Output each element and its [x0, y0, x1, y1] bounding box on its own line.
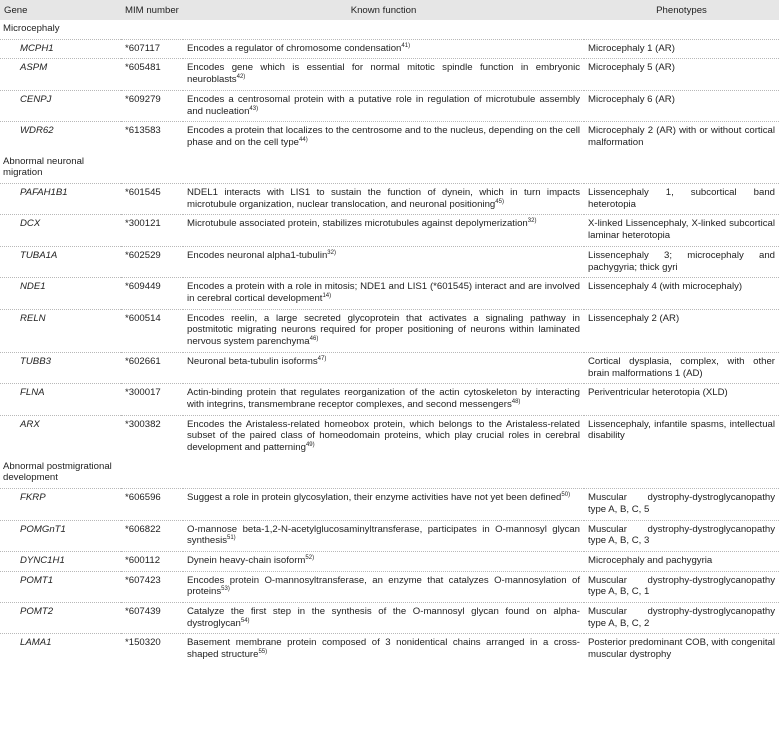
- mim-cell: *607439: [121, 603, 183, 634]
- table-row: [0, 39, 779, 59]
- gene-cell: ASPM: [0, 59, 121, 90]
- table-row: [0, 59, 779, 90]
- function-cell: [183, 215, 584, 246]
- function-cell: [183, 59, 584, 90]
- function-text: Encodes a centrosomal protein with a putative role in regulation of microtubule assembly and nucleation: [187, 93, 580, 117]
- phenotype-cell: Periventricular heterotopia (XLD): [584, 384, 779, 415]
- gene-cell: CENPJ: [0, 90, 121, 121]
- gene-cell: POMT1: [0, 571, 121, 602]
- function-text: Suggest a role in protein glycosylation, their enzyme activities have not yet been defined: [187, 492, 562, 504]
- reference-superscript: 42): [236, 73, 246, 80]
- function-text: Dynein heavy-chain isoform: [187, 554, 306, 566]
- phenotype-cell: Muscular dystrophy-dystroglycanopathy type A, B, C, 3: [584, 520, 779, 551]
- table-row: [0, 520, 779, 551]
- function-text: O-mannose beta-1,2-N-acetylglucosaminyltransferase, participates in O-mannosyl glycan synthesis: [187, 523, 580, 547]
- reference-superscript: 44): [299, 136, 308, 143]
- table-row: [0, 384, 779, 415]
- function-text: Encodes neuronal alpha1-tubulin: [187, 249, 328, 261]
- function-cell: [183, 39, 584, 59]
- function-cell: [183, 489, 584, 520]
- phenotype-cell: Posterior predominant COB, with congenital muscular dystrophy: [584, 634, 779, 665]
- function-text: Encodes protein O-mannosyltransferase, an enzyme that catalyzes O-mannosylation of proteins: [187, 574, 580, 598]
- gene-cell: POMGnT1: [0, 520, 121, 551]
- mim-cell: *150320: [121, 634, 183, 665]
- phenotype-cell: Lissencephaly 4 (with microcephaly): [584, 278, 779, 309]
- empty-cell: [121, 20, 183, 39]
- reference-superscript: 55): [258, 648, 268, 655]
- empty-cell: [121, 153, 183, 184]
- table-row: [0, 246, 779, 277]
- function-text: Neuronal beta-tubulin isoforms: [187, 355, 318, 367]
- mim-cell: *609279: [121, 90, 183, 121]
- phenotype-cell: Microcephaly 1 (AR): [584, 39, 779, 59]
- function-text: NDEL1 interacts with LIS1 to sustain the function of dynein, which in turn impacts microtubule organization, nuclear translocation, and neuronal positioning: [187, 187, 580, 210]
- reference-superscript: 41): [401, 42, 411, 49]
- function-text: Encodes a protein with a role in mitosis; NDE1 and LIS1 (*601545) interact and are involved in cerebral cortical development: [187, 281, 580, 304]
- empty-cell: [183, 153, 584, 184]
- gene-cell: POMT2: [0, 603, 121, 634]
- gene-cell: FLNA: [0, 384, 121, 415]
- empty-cell: [584, 153, 779, 184]
- function-text: Catalyze the first step in the synthesis of the O-mannosyl glycan found on alpha-dystroglycan: [187, 606, 580, 629]
- phenotype-cell: Microcephaly 5 (AR): [584, 59, 779, 90]
- gene-cell: TUBA1A: [0, 246, 121, 277]
- reference-superscript: 43): [249, 105, 259, 112]
- mim-cell: *613583: [121, 122, 183, 153]
- table-row: [0, 603, 779, 634]
- table-row: [0, 571, 779, 602]
- table-row: [0, 215, 779, 246]
- mim-cell: *300017: [121, 384, 183, 415]
- mim-cell: *600112: [121, 551, 183, 571]
- gene-cell: PAFAH1B1: [0, 184, 121, 215]
- reference-superscript: 53): [221, 586, 230, 593]
- phenotype-cell: Lissencephaly 1, subcortical band heterotopia: [584, 184, 779, 215]
- phenotype-cell: Lissencephaly 3; microcephaly and pachygyria; thick gyri: [584, 246, 779, 277]
- phenotype-cell: Lissencephaly, infantile spasms, intellectual disability: [584, 415, 779, 458]
- phenotype-cell: X-linked Lissencephaly, X-linked subcortical laminar heterotopia: [584, 215, 779, 246]
- reference-superscript: 49): [305, 441, 315, 448]
- gene-cell: MCPH1: [0, 39, 121, 59]
- mim-cell: *602661: [121, 352, 183, 383]
- phenotype-cell: Microcephaly and pachygyria: [584, 551, 779, 571]
- mim-cell: *300121: [121, 215, 183, 246]
- reference-superscript: 47): [317, 355, 327, 362]
- mim-cell: *300382: [121, 415, 183, 458]
- mim-cell: *606596: [121, 489, 183, 520]
- phenotype-cell: Muscular dystrophy-dystroglycanopathy type A, B, C, 5: [584, 489, 779, 520]
- table-body: [0, 20, 779, 665]
- gene-cell: RELN: [0, 309, 121, 352]
- reference-superscript: 14): [322, 292, 332, 299]
- gene-cell: DYNC1H1: [0, 551, 121, 571]
- function-cell: [183, 122, 584, 153]
- table-row: [0, 634, 779, 665]
- function-cell: [183, 278, 584, 309]
- table-row: [0, 122, 779, 153]
- function-cell: [183, 603, 584, 634]
- mim-cell: *606822: [121, 520, 183, 551]
- table-row: [0, 352, 779, 383]
- mim-cell: *602529: [121, 246, 183, 277]
- function-text: Encodes a protein that localizes to the centrosome and to the nucleus, depending on the cell phase and on the cell type: [187, 125, 580, 148]
- mim-cell: *607423: [121, 571, 183, 602]
- function-cell: [183, 634, 584, 665]
- gene-cell: TUBB3: [0, 352, 121, 383]
- function-cell: [183, 551, 584, 571]
- mim-cell: *601545: [121, 184, 183, 215]
- mim-cell: *609449: [121, 278, 183, 309]
- section-row: [0, 458, 779, 489]
- phenotype-cell: Muscular dystrophy-dystroglycanopathy type A, B, C, 2: [584, 603, 779, 634]
- empty-cell: [183, 458, 584, 489]
- section-title: Abnormal postmigrational development: [3, 460, 112, 484]
- mim-cell: *607117: [121, 39, 183, 59]
- table-row: [0, 551, 779, 571]
- phenotype-cell: Microcephaly 2 (AR) with or without cortical malformation: [584, 122, 779, 153]
- table-row: [0, 309, 779, 352]
- gene-cell: NDE1: [0, 278, 121, 309]
- table-row: [0, 278, 779, 309]
- reference-superscript: 45): [495, 198, 504, 205]
- phenotype-cell: Muscular dystrophy-dystroglycanopathy type A, B, C, 1: [584, 571, 779, 602]
- header-function: Known function: [350, 5, 417, 16]
- phenotype-cell: Lissencephaly 2 (AR): [584, 309, 779, 352]
- header-mim: MIM number: [125, 5, 179, 16]
- reference-superscript: 48): [511, 398, 521, 405]
- reference-superscript: 50): [561, 491, 571, 498]
- function-text: Encodes gene which is essential for normal mitotic spindle function in embryonic neuroblasts: [187, 62, 580, 86]
- reference-superscript: 46): [309, 335, 319, 342]
- gene-cell: FKRP: [0, 489, 121, 520]
- table-row: [0, 184, 779, 215]
- function-text: Actin-binding protein that regulates reorganization of the actin cytoskeleton by interacting with integrins, transmembrane receptor complexes, and second messengers: [187, 387, 580, 410]
- gene-cell: ARX: [0, 415, 121, 458]
- function-cell: [183, 352, 584, 383]
- function-text: Encodes the Aristaless-related homeobox protein, which belongs to the Aristaless-related subset of the paired class of homeodomain proteins, which play crucial roles in cerebral development and patterning: [187, 418, 580, 454]
- function-cell: [183, 415, 584, 458]
- header-gene: Gene: [4, 5, 28, 16]
- function-cell: [183, 90, 584, 121]
- empty-cell: [183, 20, 584, 39]
- reference-superscript: 52): [305, 554, 315, 561]
- gene-cell: DCX: [0, 215, 121, 246]
- section-title: Microcephaly: [3, 23, 60, 35]
- reference-superscript: 32): [527, 218, 537, 225]
- function-cell: [183, 520, 584, 551]
- function-cell: [183, 571, 584, 602]
- function-cell: [183, 309, 584, 352]
- function-cell: [183, 184, 584, 215]
- section-row: [0, 20, 779, 39]
- function-cell: [183, 384, 584, 415]
- phenotype-cell: Microcephaly 6 (AR): [584, 90, 779, 121]
- function-text: Encodes a regulator of chromosome condensation: [187, 42, 402, 54]
- mim-cell: *605481: [121, 59, 183, 90]
- empty-cell: [121, 458, 183, 489]
- empty-cell: [584, 458, 779, 489]
- section-row: [0, 153, 779, 184]
- reference-superscript: 32): [327, 249, 336, 256]
- function-cell: [183, 246, 584, 277]
- function-text: Microtubule associated protein, stabilizes microtubules against depolymerization: [187, 218, 528, 230]
- table-header-row: [0, 0, 779, 20]
- phenotype-cell: Cortical dysplasia, complex, with other brain malformations 1 (AD): [584, 352, 779, 383]
- table-row: [0, 415, 779, 458]
- mim-cell: *600514: [121, 309, 183, 352]
- header-phenotypes: Phenotypes: [656, 5, 707, 16]
- reference-superscript: 51): [227, 535, 236, 542]
- table-row: [0, 489, 779, 520]
- section-title: Abnormal neuronal migration: [3, 155, 85, 179]
- table-row: [0, 90, 779, 121]
- function-text: Encodes reelin, a large secreted glycoprotein that activates a signaling pathway in postmitotic migrating neurons required for proper positioning of neurons within laminated nervous system parenchyma: [187, 312, 580, 348]
- gene-cell: WDR62: [0, 122, 121, 153]
- empty-cell: [584, 20, 779, 39]
- gene-cell: LAMA1: [0, 634, 121, 665]
- reference-superscript: 54): [240, 617, 250, 624]
- function-text: Basement membrane protein composed of 3 nonidentical chains arranged in a cross-shaped structure: [187, 637, 580, 661]
